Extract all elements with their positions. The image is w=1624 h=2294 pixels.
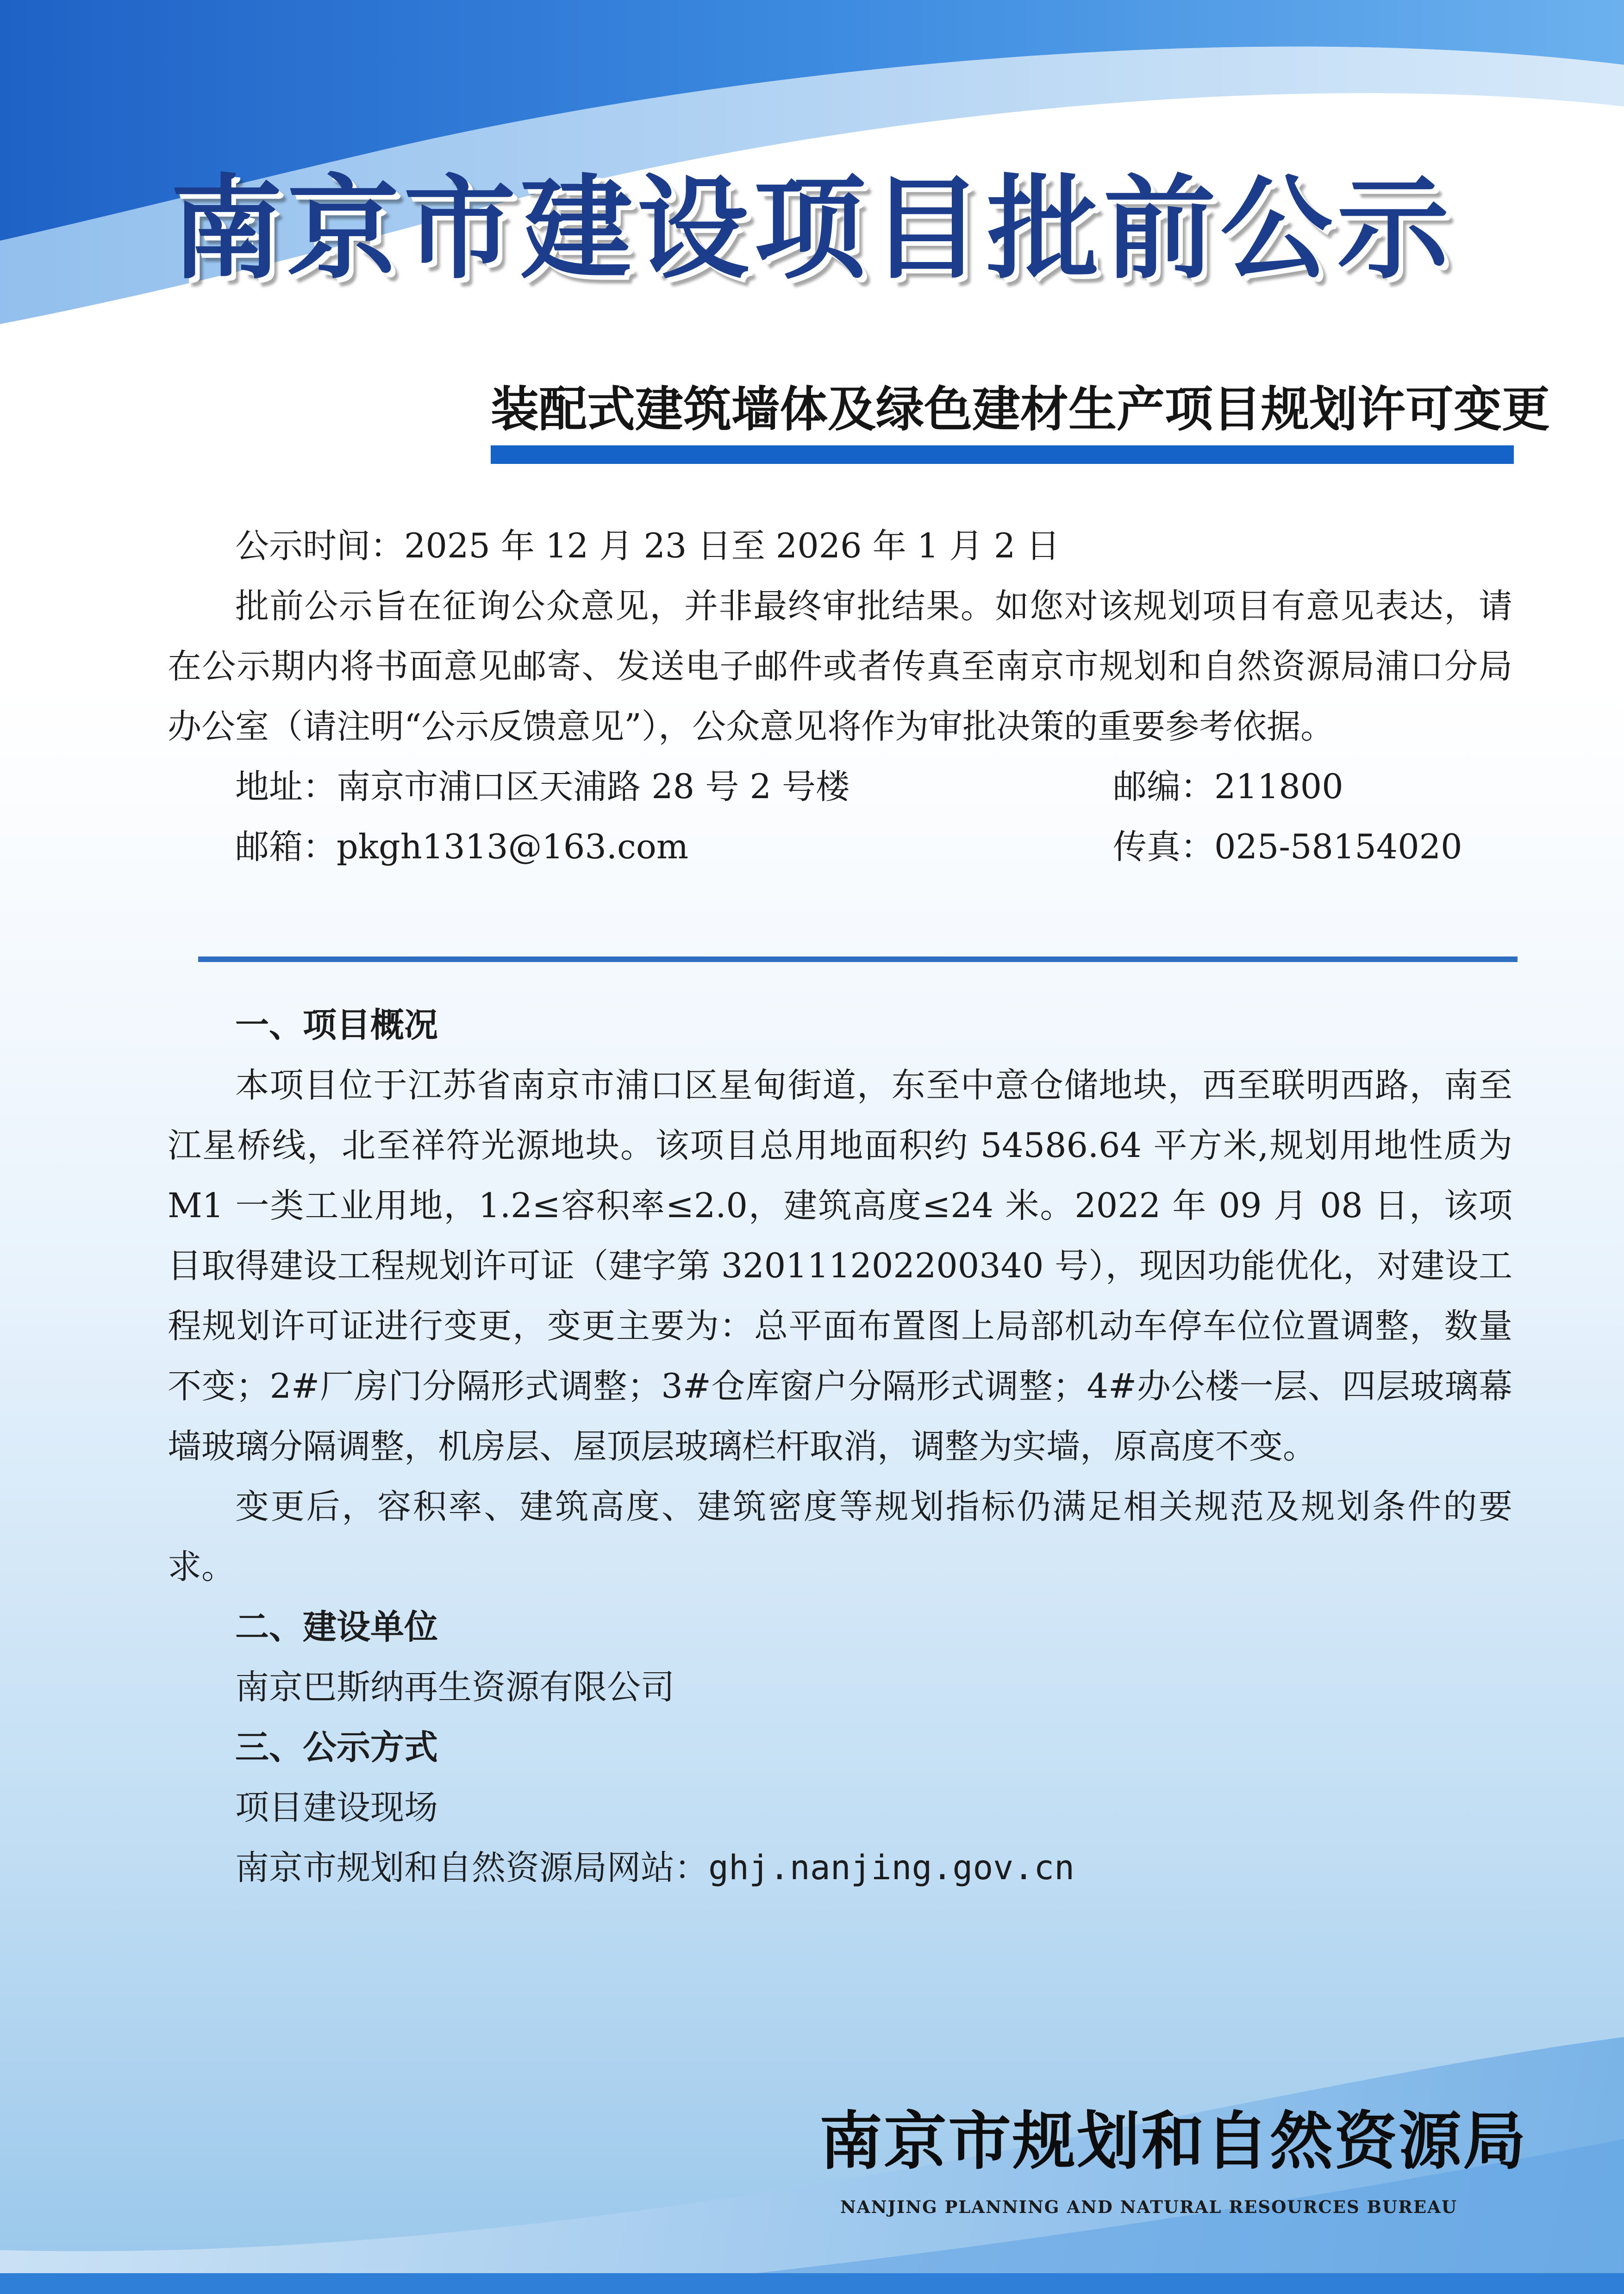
contact-row-1 — [168, 757, 1512, 817]
notice-intro: 批前公示旨在征询公众意见，并非最终审批结果。如您对该规划项目有意见表达，请在公示期内将书面意见邮寄、发送电子邮件或者传真至南京市规划和自然资源局浦口分局办公室（请注明“公示反馈意见”），公众意见将作为审批决策的重要参考依据。 — [168, 587, 1512, 746]
contact-email: 邮箱：pkgh1313@163.com — [235, 827, 689, 867]
heading-method: 三、公示方式 — [235, 1728, 438, 1767]
contact-row-2 — [168, 817, 1512, 877]
contact-postcode: 邮编：211800 — [1113, 767, 1343, 806]
main-title: 南京市建设项目批前公示 — [170, 164, 1454, 294]
heading-overview: 一、项目概况 — [235, 1006, 438, 1045]
subtitle-underline — [491, 445, 1514, 464]
project-subtitle: 装配式建筑墙体及绿色建材生产项目规划许可变更 — [491, 381, 1550, 438]
website-label: 南京市规划和自然资源局网站： — [235, 1848, 708, 1888]
website-url: ghj.nanjing.gov.cn — [708, 1848, 1075, 1888]
overview-paragraph-2: 变更后，容积率、建筑高度、建筑密度等规划指标仍满足相关规范及规划条件的要求。 — [168, 1487, 1512, 1587]
org-logo-cn: 南京市规划和自然资源局 — [819, 2105, 1527, 2178]
overview-paragraph-1: 本项目位于江苏省南京市浦口区星甸街道，东至中意仓储地块，西至联明西路，南至江星桥线，北至祥符光源地块。该项目总用地面积约 54586.64 平方米,规划用地性质为 M1 一类工业用地，1.2≤容积率≤2.0，建筑高度≤24 米。2022 年 09 月 08 日，该项目取得建设工程规划许可证（建字第 320111202200340 号），现因功能优化，对建设工程规划许可证进行变更，变更主要为：总平面布置图上局部机动车停车位位置调整，数量不变；2#厂房门分隔形式调整；3#仓库窗户分隔形式调整；4#办公楼一层、四层玻璃幕墙玻璃分隔调整，机房层、屋顶层玻璃栏杆取消，调整为实墙，原高度不变。 — [168, 1066, 1512, 1466]
method-website — [168, 1838, 1512, 1898]
builder-name: 南京巴斯纳再生资源有限公司 — [235, 1668, 675, 1707]
contact-fax: 传真：025-58154020 — [1113, 827, 1462, 867]
method-site: 项目建设现场 — [235, 1788, 438, 1827]
content-block — [168, 995, 1512, 1898]
heading-builder: 二、建设单位 — [235, 1607, 438, 1647]
section-divider — [198, 956, 1518, 962]
org-logo-en: NANJING PLANNING AND NATURAL RESOURCES BUREAU — [840, 2197, 1458, 2217]
notice-block — [168, 516, 1512, 877]
contact-address: 地址：南京市浦口区天浦路 28 号 2 号楼 — [235, 767, 850, 806]
notice-period: 公示时间：2025 年 12 月 23 日至 2026 年 1 月 2 日 — [235, 526, 1060, 566]
